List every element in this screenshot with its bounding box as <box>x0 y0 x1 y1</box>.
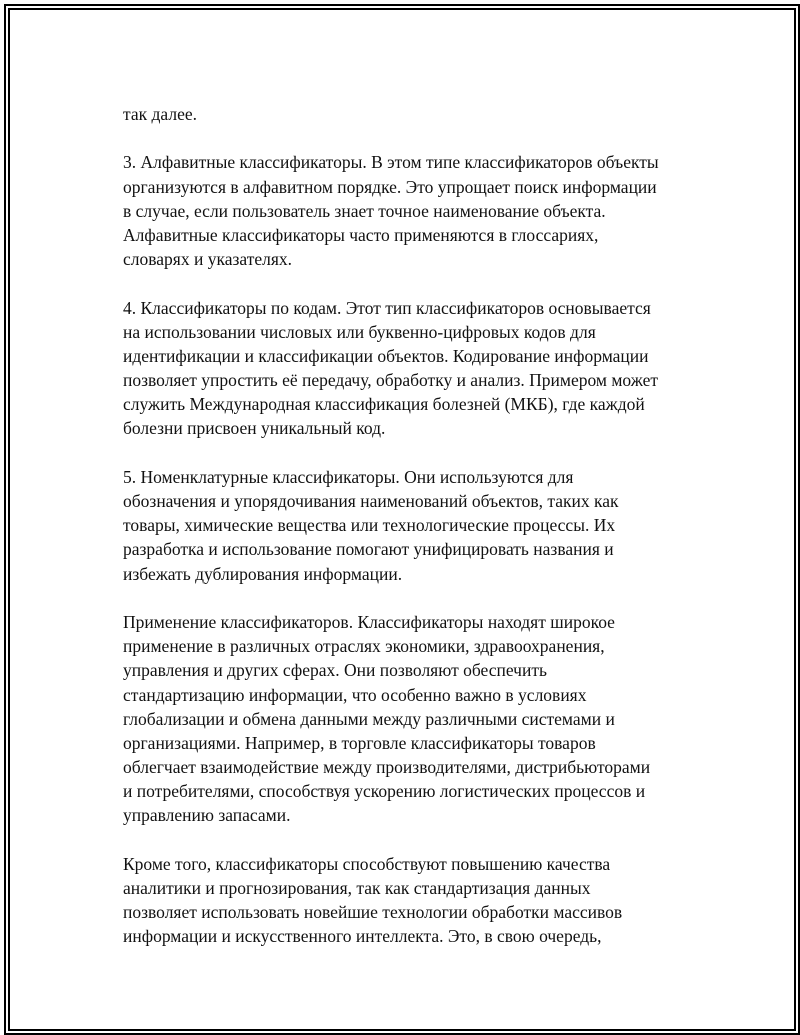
text-line: позволяет использовать новейшие технологии обработки массивов <box>123 902 623 923</box>
text-line: Алфавитные классификаторы часто применяются в глоссариях, <box>123 224 599 245</box>
text-line: разработка и использование помогают унифицировать названия и <box>123 539 614 560</box>
text-line: аналитики и прогнозирования, так как стандартизация данных <box>123 878 591 898</box>
text-line: так далее. <box>123 104 197 124</box>
text-line: применение в различных отраслях экономики, здравоохранения, <box>123 636 605 657</box>
text-line: в случае, если пользователь знает точное наименование объекта. <box>123 200 606 221</box>
text-line: управления и других сферах. Они позволяют обеспечить <box>123 660 547 681</box>
text-line: 4. Классификаторы по кодам. Этот тип классификаторов основывается <box>123 297 651 318</box>
text-line: словарях и указателях. <box>123 249 293 270</box>
paragraph-code-classifiers <box>123 296 703 441</box>
text-line: информации и искусственного интеллекта. Это, в свою очередь, <box>123 926 602 947</box>
paragraph-nomenclature-classifiers <box>123 465 703 586</box>
text-line: стандартизацию информации, что особенно важно в условиях <box>123 684 587 705</box>
document-body <box>123 102 703 973</box>
text-line: облегчает взаимодействие между производителями, дистрибьюторами <box>123 757 651 778</box>
text-line: избежать дублирования информации. <box>123 563 403 584</box>
paragraph-analytics <box>123 852 703 949</box>
text-line: идентификации и классификации объектов. Кодирование информации <box>123 345 649 366</box>
text-line: товары, химические вещества или технологические процессы. Их <box>123 515 616 536</box>
text-line: 3. Алфавитные классификаторы. В этом типе классификаторов объекты <box>123 152 659 173</box>
text-line: Кроме того, классификаторы способствуют повышению качества <box>123 853 611 874</box>
text-line: на использовании числовых или буквенно-цифровых кодов для <box>123 321 596 342</box>
text-line: обозначения и упорядочивания наименований объектов, таких как <box>123 491 619 511</box>
document-page <box>4 4 800 1035</box>
text-line: организациями. Например, в торговле классификаторы товаров <box>123 732 596 753</box>
text-line: позволяет упростить её передачу, обработку и анализ. Примером может <box>123 370 658 391</box>
text-line: и потребителями, способствуя ускорению логистических процессов и <box>123 781 646 802</box>
text-line: Применение классификаторов. Классификаторы находят широкое <box>123 611 615 632</box>
paragraph-continuation <box>123 102 703 126</box>
paragraph-application <box>123 610 703 828</box>
text-line: служить Международная классификация болезней (МКБ), где каждой <box>123 394 645 415</box>
text-line: болезни присвоен уникальный код. <box>123 418 386 439</box>
text-line: 5. Номенклатурные классификаторы. Они используются для <box>123 466 574 487</box>
text-line: глобализации и обмена данными между различными системами и <box>123 708 615 729</box>
paragraph-alphabetic-classifiers <box>123 150 703 271</box>
text-line: управлению запасами. <box>123 805 291 826</box>
text-line: организуются в алфавитном порядке. Это упрощает поиск информации <box>123 176 657 197</box>
